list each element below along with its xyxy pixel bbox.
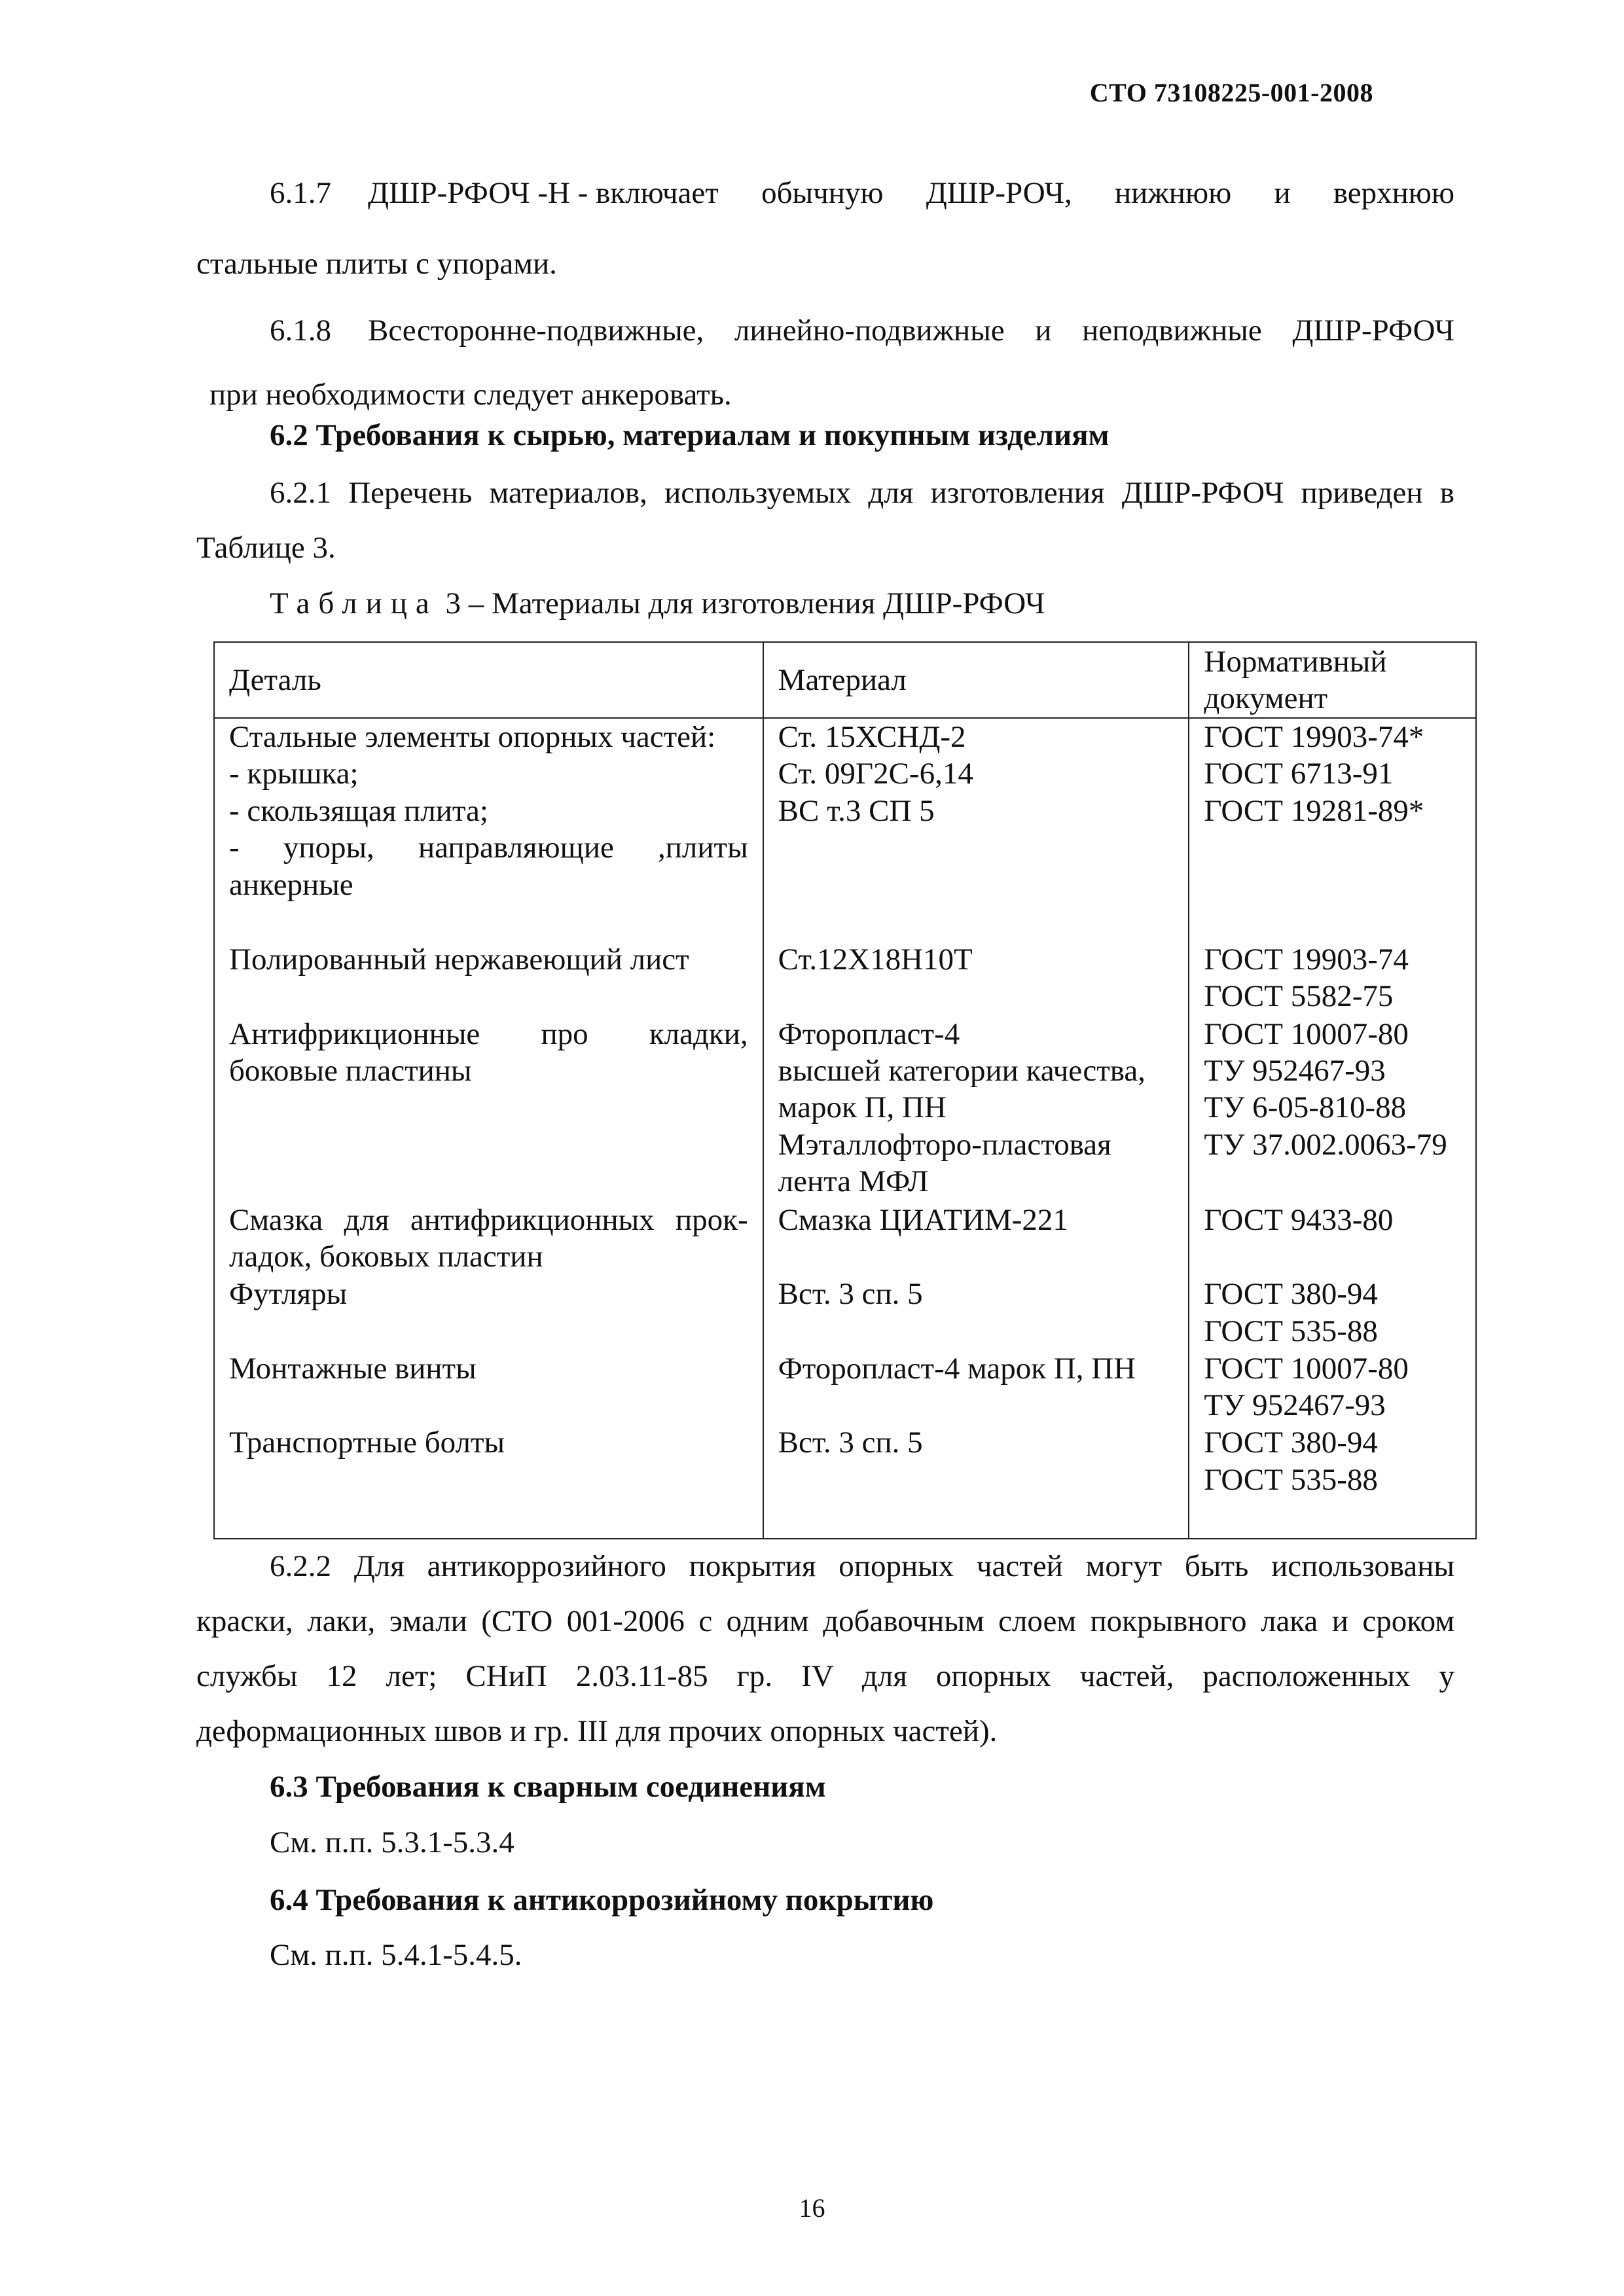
cell-line: Вст. 3 сп. 5 <box>778 1277 923 1312</box>
row-filler <box>214 1499 1476 1539</box>
table-caption-word: Таблица <box>270 586 438 620</box>
cell-line: ТУ 952467-93 <box>1204 1053 1386 1088</box>
cell-line: высшей категории качества, <box>778 1053 1146 1088</box>
cell-line: Мэталлофторо-пластовая <box>778 1127 1111 1162</box>
paragraph-word: верхнюю <box>1333 176 1454 210</box>
table-caption-text: 3 – Материалы для изготовления ДШР-РФОЧ <box>437 586 1045 620</box>
cell-material <box>763 718 1189 905</box>
cell-line: лента МФЛ <box>778 1164 929 1199</box>
table-body <box>214 718 1476 1539</box>
paragraph-6-2-1-line2: Таблице 3. <box>196 531 336 565</box>
cell-line: Ст. 09Г2С-6,14 <box>778 757 973 791</box>
filler-cell <box>763 1499 1189 1539</box>
column-header-detail: Деталь <box>214 642 763 718</box>
table-row <box>214 1202 1476 1276</box>
cell-detail <box>214 1016 763 1202</box>
paragraph-word: ДШР-РФОЧ -Н - включает <box>368 176 719 210</box>
cell-line: - упоры, направляющие ,плиты <box>229 831 748 865</box>
paragraph-text: Всесторонне-подвижные, линейно-подвижные и неподвижные ДШР-РФОЧ <box>368 314 1454 348</box>
cell-detail <box>214 718 763 905</box>
cell-normative-doc <box>1189 1276 1476 1350</box>
reference-6-4: См. п.п. 5.4.1-5.4.5. <box>270 1938 522 1972</box>
paragraph-word: и <box>1274 176 1291 210</box>
cell-line: ГОСТ 19903-74* <box>1204 720 1424 754</box>
paragraph-6-2-2-line4: деформационных швов и гр. III для прочих опорных частей). <box>196 1714 998 1748</box>
cell-line: ГОСТ 380-94 <box>1204 1277 1378 1312</box>
paragraph-6-2-1-line1: 6.2.1 Перечень материалов, используемых для изготовления ДШР-РФОЧ приведен в <box>270 476 1454 510</box>
cell-line: ГОСТ 19281-89* <box>1204 793 1424 828</box>
cell-line: Полированный нержавеющий лист <box>229 942 689 977</box>
cell-line: боковые пластины <box>229 1053 472 1088</box>
cell-line: Смазка для антифрикционных прок- <box>229 1202 748 1237</box>
cell-material <box>763 1350 1189 1425</box>
cell-line: ТУ 6-05-810-88 <box>1204 1090 1407 1125</box>
paragraph-word: обычную <box>761 176 884 210</box>
paragraph-6-1-7-line2: стальные плиты с упорами. <box>196 247 557 281</box>
paragraph-6-1-7-line1 <box>270 177 1454 211</box>
paragraph-number: 6.1.8 <box>270 314 331 348</box>
cell-line: ГОСТ 380-94 <box>1204 1426 1378 1460</box>
table-row <box>214 1276 1476 1350</box>
paragraph-word: нижнюю <box>1115 176 1232 210</box>
column-header-normative-doc <box>1189 642 1476 718</box>
cell-detail <box>214 941 763 1016</box>
section-heading-6-2: 6.2 Требования к сырью, материалам и покупным изделиям <box>270 418 1110 452</box>
cell-line: Транспортные болты <box>229 1426 505 1460</box>
cell-line: Ст. 15ХСНД-2 <box>778 720 966 754</box>
materials-table <box>213 641 1477 1539</box>
cell-line: ладок, боковых пластин <box>229 1239 543 1274</box>
cell-line: Фторопласт-4 <box>778 1016 960 1051</box>
table-caption <box>270 586 1045 621</box>
cell-line: ГОСТ 10007-80 <box>1204 1351 1409 1386</box>
cell-line: ГОСТ 9433-80 <box>1204 1202 1394 1237</box>
cell-detail <box>214 1350 763 1425</box>
document-code-header: СТО 73108225-001-2008 <box>1089 78 1373 107</box>
cell-material <box>763 941 1189 1016</box>
section-heading-6-3: 6.3 Требования к сварным соединениям <box>270 1770 826 1804</box>
cell-line: ГОСТ 5582-75 <box>1204 979 1394 1014</box>
cell-normative-doc <box>1189 1350 1476 1425</box>
cell-normative-doc <box>1189 941 1476 1016</box>
cell-detail <box>214 1424 763 1499</box>
cell-material <box>763 1424 1189 1499</box>
table-row <box>214 1424 1476 1499</box>
paragraph-text <box>368 177 1454 211</box>
cell-line: Ст.12Х18Н10Т <box>778 942 973 977</box>
spacer-cell <box>763 905 1189 941</box>
table-row <box>214 941 1476 1016</box>
cell-detail <box>214 1276 763 1350</box>
cell-line: ВС т.3 СП 5 <box>778 793 935 828</box>
reference-6-3: См. п.п. 5.3.1-5.3.4 <box>270 1825 514 1859</box>
cell-line: Футляры <box>229 1277 348 1312</box>
column-header-normative-doc-text: Нормативный документ <box>1204 644 1387 715</box>
filler-cell <box>1189 1499 1476 1539</box>
row-spacer <box>214 905 1476 941</box>
table-header-row <box>214 642 1476 718</box>
cell-line: Фторопласт-4 марок П, ПН <box>778 1351 1136 1386</box>
filler-cell <box>214 1499 763 1539</box>
cell-line: ТУ 37.002.0063-79 <box>1204 1127 1447 1162</box>
paragraph-word: ДШР-РОЧ, <box>926 176 1072 210</box>
cell-line: Монтажные винты <box>229 1351 477 1386</box>
cell-normative-doc <box>1189 718 1476 905</box>
cell-material <box>763 1276 1189 1350</box>
section-heading-6-4: 6.4 Требования к антикоррозийному покрытию <box>270 1883 934 1917</box>
cell-line: ТУ 952467-93 <box>1204 1388 1386 1423</box>
cell-line: Вст. 3 сп. 5 <box>778 1426 923 1460</box>
cell-normative-doc <box>1189 1202 1476 1276</box>
table-row <box>214 1016 1476 1202</box>
cell-normative-doc <box>1189 1424 1476 1499</box>
table-row <box>214 1350 1476 1425</box>
cell-line: ГОСТ 535-88 <box>1204 1462 1378 1497</box>
paragraph-6-1-8-line2: при необходимости следует анкеровать. <box>209 378 732 412</box>
cell-material <box>763 1202 1189 1276</box>
paragraph-number: 6.1.7 <box>270 176 331 210</box>
paragraph-6-1-8-line1 <box>270 314 1454 348</box>
column-header-material: Материал <box>763 642 1189 718</box>
cell-line: Смазка ЦИАТИМ-221 <box>778 1202 1068 1237</box>
table-row <box>214 718 1476 905</box>
spacer-cell <box>1189 905 1476 941</box>
paragraph-6-2-2-line3: службы 12 лет; СНиП 2.03.11-85 гр. IV для опорных частей, расположенных у <box>196 1659 1454 1693</box>
paragraph-6-2-2-line2: краски, лаки, эмали (СТО 001-2006 с одним добавочным слоем покрывного лака и сроком <box>196 1604 1454 1638</box>
cell-material <box>763 1016 1189 1202</box>
cell-line: ГОСТ 10007-80 <box>1204 1016 1409 1051</box>
cell-normative-doc <box>1189 1016 1476 1202</box>
cell-line: анкерные <box>229 867 353 902</box>
cell-line: - крышка; <box>229 757 359 791</box>
cell-line: марок П, ПН <box>778 1090 947 1125</box>
cell-line: Антифрикционные про кладки, <box>229 1016 748 1051</box>
cell-line: ГОСТ 6713-91 <box>1204 757 1394 791</box>
paragraph-6-2-2-line1: 6.2.2 Для антикоррозийного покрытия опорных частей могут быть использованы <box>270 1549 1454 1583</box>
spacer-cell <box>214 905 763 941</box>
cell-detail <box>214 1202 763 1276</box>
cell-line: - скользящая плита; <box>229 793 488 828</box>
cell-line: Стальные элементы опорных частей: <box>229 720 716 754</box>
cell-line: ГОСТ 535-88 <box>1204 1314 1378 1348</box>
page-number: 16 <box>799 2193 825 2223</box>
cell-line: ГОСТ 19903-74 <box>1204 942 1409 977</box>
